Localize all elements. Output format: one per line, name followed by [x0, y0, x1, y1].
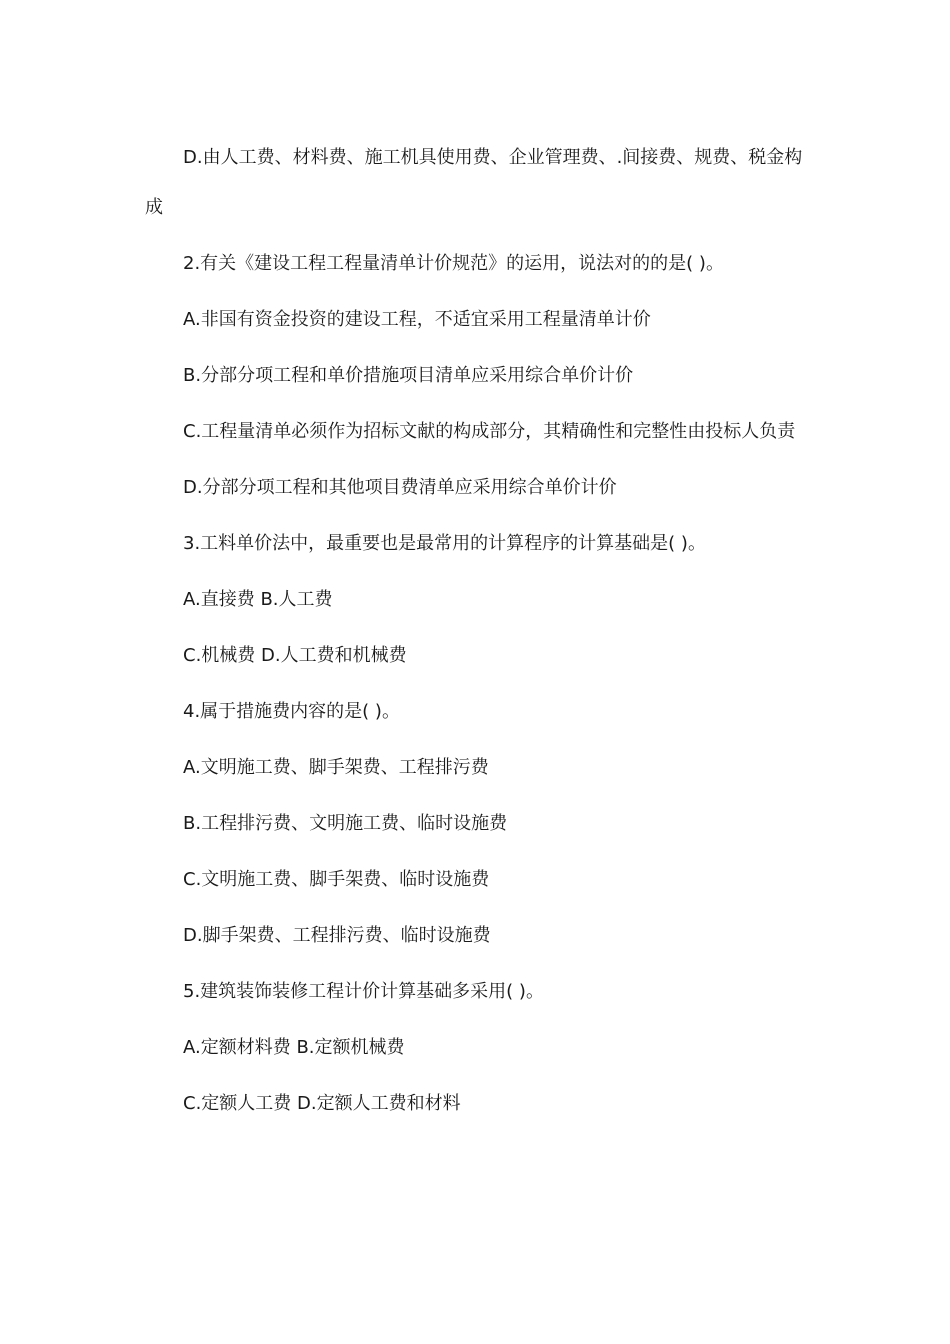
paragraph-q5-options-cd: C.定额人工费 D.定额人工费和材料 — [183, 1093, 461, 1114]
paragraph-question-3: 3.工料单价法中，最重要也是最常用的计算程序的计算基础是( )。 — [183, 533, 706, 554]
paragraph-q2-option-d: D.分部分项工程和其他项目费清单应采用综合单价计价 — [183, 477, 617, 498]
document-body — [145, 133, 810, 1135]
paragraph-q2-option-a: A.非国有资金投资的建设工程，不适宜采用工程量清单计价 — [183, 309, 651, 330]
paragraph-q4-option-b: B.工程排污费、文明施工费、临时设施费 — [183, 813, 508, 834]
paragraph-option-d-cost-composition: D.由人工费、材料费、施工机具使用费、企业管理费、.间接费、规费、税金构成 — [145, 147, 803, 218]
paragraph-question-4: 4.属于措施费内容的是( )。 — [183, 701, 400, 722]
paragraph-q4-option-d: D.脚手架费、工程排污费、临时设施费 — [183, 925, 491, 946]
paragraph-q3-options-ab: A.直接费 B.人工费 — [183, 589, 333, 610]
paragraph-question-5: 5.建筑装饰装修工程计价计算基础多采用( )。 — [183, 981, 544, 1002]
paragraph-q2-option-c: C.工程量清单必须作为招标文献的构成部分，其精确性和完整性由投标人负责 — [183, 421, 796, 442]
paragraph-q4-option-c: C.文明施工费、脚手架费、临时设施费 — [183, 869, 490, 890]
paragraph-q3-options-cd: C.机械费 D.人工费和机械费 — [183, 645, 407, 666]
paragraph-question-2: 2.有关《建设工程工程量清单计价规范》的运用，说法对的的是( )。 — [183, 253, 724, 274]
paragraph-q4-option-a: A.文明施工费、脚手架费、工程排污费 — [183, 757, 489, 778]
paragraph-q2-option-b: B.分部分项工程和单价措施项目清单应采用综合单价计价 — [183, 365, 634, 386]
paragraph-q5-options-ab: A.定额材料费 B.定额机械费 — [183, 1037, 405, 1058]
